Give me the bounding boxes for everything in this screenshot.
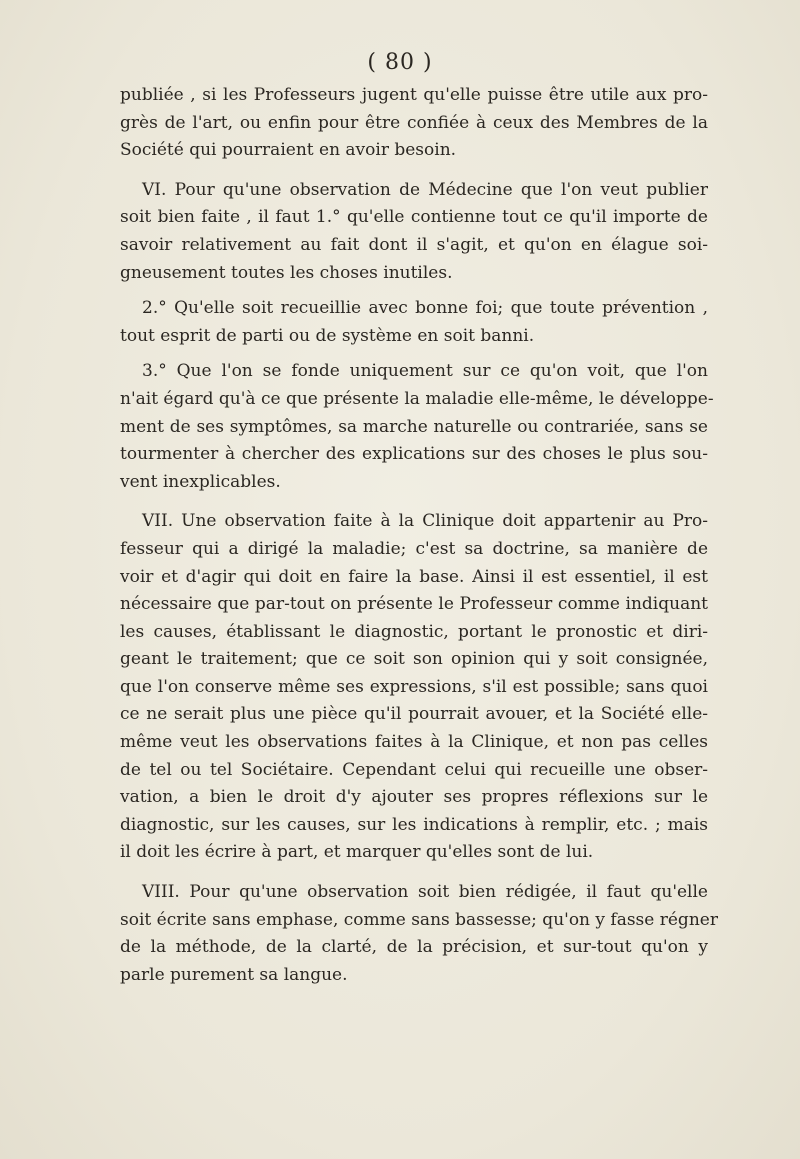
text-line: diagnostic, sur les causes, sur les indications à remplir, etc. ; mais xyxy=(120,814,708,835)
page-number: ( 80 ) xyxy=(367,50,433,75)
text-line: VII. Une observation faite à la Clinique doit appartenir au Pro- xyxy=(142,511,708,532)
text-line: même veut les observations faites à la Clinique, et non pas celles xyxy=(120,732,708,753)
text-line: soit écrite sans emphase, comme sans bassesse; qu'on y fasse régner xyxy=(120,909,718,930)
text-line: ment de ses symptômes, sa marche naturelle ou contrariée, sans se xyxy=(120,416,708,437)
text-line: de la méthode, de la clarté, de la précision, et sur-tout qu'on y xyxy=(120,937,708,958)
paragraph-continuation xyxy=(120,82,708,165)
text-line: soit bien faite , il faut 1.° qu'elle contienne tout ce qu'il importe de xyxy=(120,207,708,228)
text-line: les causes, établissant le diagnostic, portant le pronostic et diri- xyxy=(120,621,708,642)
text-line: n'ait égard qu'à ce que présente la maladie elle-même, le développe- xyxy=(120,388,714,409)
text-line: Société qui pourraient en avoir besoin. xyxy=(120,140,457,161)
text-line: grès de l'art, ou enfin pour être confiée à ceux des Membres de la xyxy=(120,112,708,133)
text-line: il doit les écrire à part, et marquer qu'elles sont de lui. xyxy=(120,842,594,863)
text-line: tourmenter à chercher des explications sur des choses le plus sou- xyxy=(120,444,708,465)
paragraph-section-vi xyxy=(120,177,708,287)
paragraph-section-viii xyxy=(120,879,718,989)
text-line: ce ne serait plus une pièce qu'il pourrait avouer, et la Société elle- xyxy=(120,704,708,725)
text-line: 2.° Qu'elle soit recueillie avec bonne foi; que toute prévention , xyxy=(142,298,708,319)
text-line: fesseur qui a dirigé la maladie; c'est sa doctrine, sa manière de xyxy=(120,538,708,559)
text-line: voir et d'agir qui doit en faire la base. Ainsi il est essentiel, il est xyxy=(120,566,708,587)
text-line: 3.° Que l'on se fonde uniquement sur ce qu'on voit, que l'on xyxy=(142,361,708,382)
text-line: nécessaire que par-tout on présente le Professeur comme indiquant xyxy=(120,594,708,615)
text-line: VIII. Pour qu'une observation soit bien rédigée, il faut qu'elle xyxy=(142,882,708,903)
text-line: que l'on conserve même ses expressions, s'il est possible; sans quoi xyxy=(120,676,708,697)
text-line: gneusement toutes les choses inutiles. xyxy=(120,262,453,283)
text-line: publiée , si les Professeurs jugent qu'elle puisse être utile aux pro- xyxy=(120,85,708,105)
text-line: tout esprit de parti ou de système en soit banni. xyxy=(120,325,535,346)
paragraph-point-3 xyxy=(120,358,714,496)
paragraph-section-vii xyxy=(120,508,708,867)
page-body xyxy=(120,82,718,989)
text-line: de tel ou tel Sociétaire. Cependant celui qui recueille une obser- xyxy=(120,759,708,780)
paragraph-point-2 xyxy=(120,295,708,350)
text-line: parle purement sa langue. xyxy=(120,964,348,985)
text-line: VI. Pour qu'une observation de Médecine que l'on veut publier xyxy=(142,179,708,200)
text-line: savoir relativement au fait dont il s'agit, et qu'on en élague soi- xyxy=(120,234,708,255)
text-line: geant le traitement; que ce soit son opinion qui y soit consignée, xyxy=(120,649,708,670)
text-line: vation, a bien le droit d'y ajouter ses propres réflexions sur le xyxy=(120,787,708,808)
text-line: vent inexplicables. xyxy=(120,471,281,492)
